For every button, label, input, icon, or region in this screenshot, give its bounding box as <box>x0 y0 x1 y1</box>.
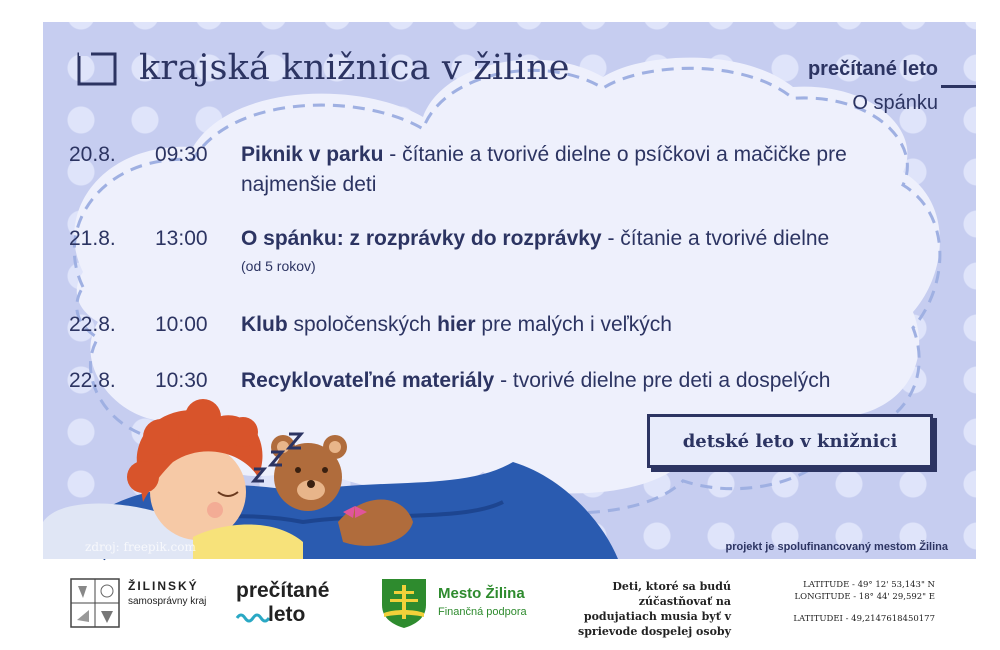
event-time: 10:30 <box>155 369 208 392</box>
cofinance-note: projekt je spolufinancovaný mestom Žilina <box>725 541 948 553</box>
wave-icon <box>236 611 270 625</box>
event-time: 09:30 <box>155 143 208 166</box>
longitude-text: LONGITUDE - 18° 44' 29,592" E <box>794 592 935 602</box>
logo-line-2: leto <box>268 603 306 626</box>
event-title: Piknik v parku <box>241 143 384 166</box>
event-poster <box>43 22 976 559</box>
city-name: Mesto Žilina <box>438 585 525 602</box>
campaign-theme: O spánku <box>852 92 938 114</box>
event-date: 21.8. <box>69 227 116 250</box>
event-details: - čítanie a tvorivé dielne <box>601 227 830 250</box>
city-support-label: Finančná podpora <box>438 606 527 618</box>
city-coat-of-arms-icon <box>380 577 428 629</box>
event-details: - tvorivé dielne pre deti a dospelých <box>494 369 831 392</box>
event-description <box>241 140 921 200</box>
event-title: O spánku: z rozprávky do rozprávky <box>241 227 602 250</box>
event-time: 13:00 <box>155 227 208 250</box>
image-credit: zdroj: freepik.com <box>85 540 196 554</box>
campaign-name: prečítané leto <box>807 58 938 80</box>
event-date: 22.8. <box>69 313 116 336</box>
event-details: spoločenských <box>287 313 438 336</box>
library-logo-icon <box>77 52 117 86</box>
summer-in-library-label: detské leto v knižnici <box>647 414 933 468</box>
logo-line-1: prečítané <box>236 579 330 602</box>
accompaniment-notice: Deti, ktoré sa budú zúčastňovať na podujatiach musia byť v sprievode dospelej osoby <box>578 580 731 638</box>
latitude-text: LATITUDE - 49° 12' 53,143" N <box>803 580 935 590</box>
region-name: ŽILINSKÝ <box>128 579 199 593</box>
event-time: 10:00 <box>155 313 208 336</box>
event-details: - čítanie a tvorivé dielne o psíčkovi a mačičke pre najmenšie deti <box>241 143 847 196</box>
event-details-2: pre malých i veľkých <box>475 313 672 336</box>
coordinates-block <box>755 579 935 625</box>
event-description <box>241 310 921 340</box>
campaign-underline <box>941 85 976 88</box>
event-description <box>241 366 921 396</box>
event-date: 22.8. <box>69 369 116 392</box>
region-crest-icon <box>70 578 120 628</box>
sponsor-footer <box>0 565 1000 650</box>
event-title: Klub <box>241 313 288 336</box>
event-description <box>241 224 921 278</box>
cloud-and-sleeping-child-illustration <box>43 22 976 559</box>
event-date: 20.8. <box>69 143 116 166</box>
event-title-2: hier <box>437 313 476 336</box>
latitude-decimal-text: LATITUDEI - 49,2147618450177 <box>793 614 935 624</box>
region-subtitle: samosprávny kraj <box>128 596 207 607</box>
event-note: (od 5 rokov) <box>241 258 316 274</box>
precitane-leto-logo <box>236 577 346 637</box>
library-name: krajská knižnica v žiline <box>139 48 570 88</box>
event-title: Recyklovateľné materiály <box>241 369 495 392</box>
